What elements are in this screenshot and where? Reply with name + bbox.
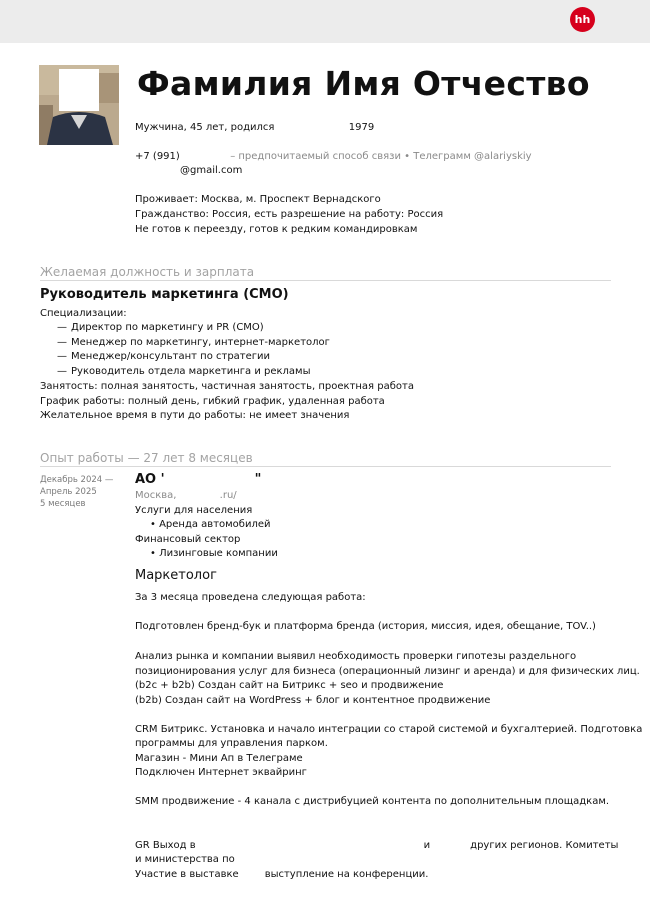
company-name: АО ' " [135, 472, 262, 487]
job-description-line: SMM продвижение - 4 канала с дистрибуцией контента по дополнительным площадкам. [135, 796, 610, 807]
job-description-line: и министерства по [135, 854, 235, 865]
schedule: График работы: полный день, гибкий график, удаленная работа [40, 396, 385, 407]
industry-category: Услуги для населения [135, 505, 253, 516]
citizenship: Гражданство: Россия, есть разрешение на работу: Россия [135, 209, 444, 220]
hh-logo-icon[interactable]: hh [570, 7, 595, 32]
bullet-separator: • [404, 151, 411, 162]
section-divider [40, 466, 611, 467]
relocation: Не готов к переезду, готов к редким командировкам [135, 224, 418, 235]
commute-time: Желательное время в пути до работы: не имеет значения [40, 410, 350, 421]
job-description-line: позиционирования услуг для бизнеса (операционный лизинг и аренда) и для физических лиц. [135, 666, 640, 677]
employment: Занятость: полная занятость, частичная занятость, проектная работа [40, 381, 414, 392]
industry-item: • Аренда автомобилей [150, 519, 271, 530]
job-start-date: Декабрь 2024 — [40, 475, 114, 485]
gender-age-line [135, 121, 374, 135]
section-title-desired: Желаемая должность и зарплата [40, 265, 255, 279]
desired-position: Руководитель маркетинга (CMO) [40, 287, 289, 302]
job-description-line: Подключен Интернет эквайринг [135, 767, 307, 778]
job-description-line: Анализ рынка и компании выявил необходимость проверки гипотезы раздельного [135, 651, 577, 662]
telegram-link[interactable]: Телеграмм @alariyskiy [413, 151, 532, 162]
birth-year: 1979 [348, 122, 375, 133]
section-title-experience: Опыт работы — 27 лет 8 месяцев [40, 451, 253, 465]
specialization-item: — Менеджер/консультант по стратегии [57, 351, 271, 362]
full-name: Фамилия Имя Отчество [137, 64, 590, 103]
specialization-item: — Менеджер по маркетингу, интернет-маркетолог [57, 337, 330, 348]
job-duration: 5 месяцев [40, 499, 86, 509]
profile-photo [39, 65, 119, 145]
industry-item: • Лизинговые компании [150, 548, 278, 559]
job-description-line: CRM Битрикс. Установка и начало интеграции со старой системой и бухгалтерией. Подготовка [135, 724, 643, 735]
job-description-line: (b2b) Создан сайт на WordPress + блог и контентное продвижение [135, 695, 491, 706]
job-description-line: Подготовлен бренд-бук и платформа бренда (история, миссия, идея, обещание, TOV..) [135, 621, 596, 632]
job-description-line: За 3 месяца проведена следующая работа: [135, 592, 366, 603]
job-description-line: GR Выход в и других регионов. Комитеты [135, 840, 619, 851]
email[interactable]: @gmail.com [180, 165, 243, 176]
phone[interactable]: +7 (991) [135, 151, 180, 162]
job-title: Маркетолог [135, 568, 217, 583]
top-bar [0, 0, 650, 43]
job-description-line: Магазин - Мини Ап в Телеграме [135, 753, 303, 764]
specialization-item: — Руководитель отдела маркетинга и рекламы [57, 366, 311, 377]
company-location: Москва, .ru/ [135, 490, 237, 501]
gender-age: Мужчина, 45 лет, родился [135, 122, 275, 133]
specializations-label: Специализации: [40, 308, 127, 319]
job-description-line: Участие в выставке выступление на конференции. [135, 869, 429, 880]
contact-line [135, 150, 532, 164]
section-divider [40, 280, 611, 281]
job-end-date: Апрель 2025 [40, 487, 97, 497]
residence: Проживает: Москва, м. Проспект Вернадского [135, 194, 381, 205]
specialization-item: — Директор по маркетингу и PR (CMO) [57, 322, 264, 333]
industry-category: Финансовый сектор [135, 534, 241, 545]
job-description-line: (b2c + b2b) Создан сайт на Битрикс + seo и продвижение [135, 680, 444, 691]
contact-preference: – предпочитаемый способ связи [230, 151, 401, 162]
job-description-line: программы для управления парком. [135, 738, 328, 749]
